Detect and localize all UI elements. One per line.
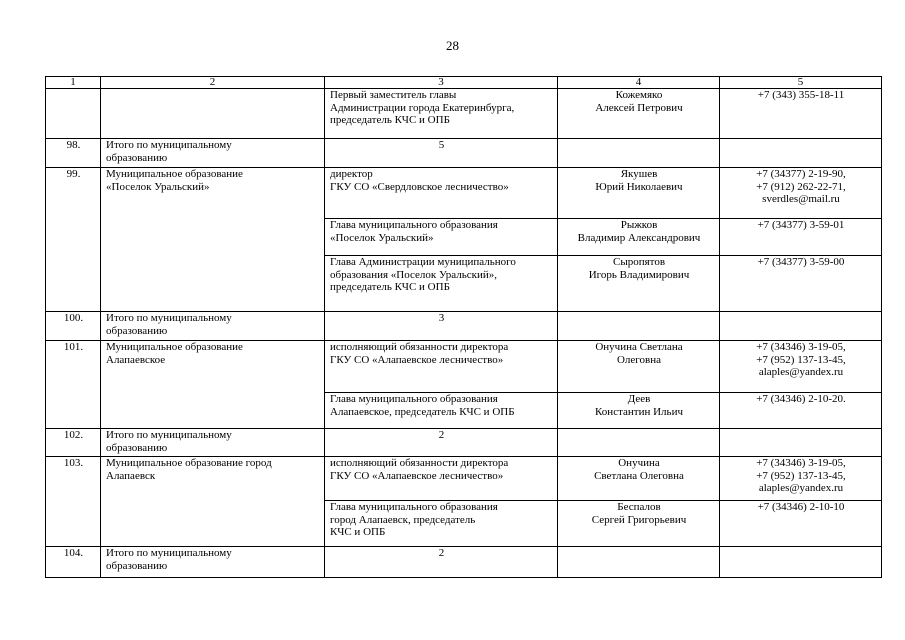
- cell-line: Алапаевское: [106, 353, 166, 366]
- cell-line: Первый заместитель главы: [330, 89, 457, 101]
- phone-cell: [720, 393, 882, 429]
- municipality-cell: [101, 168, 325, 312]
- cell-line: город Алапаевск, председатель: [330, 513, 476, 526]
- cell-line: +7 (34346) 3-19-05,: [756, 457, 846, 469]
- person-name-cell: [558, 256, 720, 312]
- cell-line: «Поселок Уральский»: [106, 180, 210, 193]
- cell-line: Алапаевск: [106, 469, 156, 482]
- table-row: [46, 457, 882, 501]
- position-cell: [325, 393, 558, 429]
- header-cell: 1: [46, 77, 101, 89]
- table-row: [46, 547, 882, 578]
- person-name-cell: [558, 457, 720, 501]
- cell-line: sverdles@mail.ru: [762, 193, 840, 205]
- cell-line: Итого по муниципальному: [106, 312, 232, 324]
- cell-line: Юрий Николаевич: [595, 180, 683, 193]
- person-name-cell: [558, 89, 720, 139]
- municipality-cell: [101, 457, 325, 547]
- person-name-cell: [558, 501, 720, 547]
- cell-line: образованию: [106, 441, 168, 454]
- phone-cell: [720, 312, 882, 341]
- cell-line: Глава муниципального образования: [330, 501, 498, 513]
- cell-line: Деев: [627, 393, 651, 405]
- person-name-cell: [558, 393, 720, 429]
- cell-line: +7 (34346) 2-10-10: [757, 501, 845, 513]
- cell-line: +7 (343) 355-18-11: [757, 89, 845, 101]
- cell-line: исполняющий обязанности директора: [330, 341, 509, 353]
- row-number-cell: 104.: [46, 547, 101, 578]
- cell-line: +7 (34346) 2-10-20.: [756, 393, 846, 405]
- position-cell: [325, 457, 558, 501]
- cell-line: КЧС и ОПБ: [330, 526, 386, 538]
- position-cell: 2: [325, 429, 558, 457]
- phone-cell: [720, 341, 882, 393]
- cell-line: «Поселок Уральский»: [330, 231, 434, 244]
- cell-line: Администрации города Екатеринбурга,: [330, 101, 515, 114]
- person-name-cell: [558, 139, 720, 168]
- page-number: 28: [446, 38, 459, 53]
- position-cell: 3: [325, 312, 558, 341]
- phone-cell: [720, 219, 882, 256]
- cell-line: директор: [330, 168, 373, 180]
- cell-line: alaples@yandex.ru: [758, 366, 844, 378]
- cell-line: образования «Поселок Уральский»,: [330, 268, 498, 281]
- person-name-cell: [558, 547, 720, 578]
- phone-cell: [720, 89, 882, 139]
- cell-line: +7 (34377) 3-59-01: [757, 219, 845, 231]
- cell-line: ГКУ СО «Свердловское лесничество»: [330, 180, 509, 193]
- cell-line: +7 (952) 137-13-45,: [756, 353, 846, 366]
- phone-cell: [720, 139, 882, 168]
- cell-line: образованию: [106, 559, 168, 572]
- row-number-cell: 101.: [46, 341, 101, 429]
- position-cell: 2: [325, 547, 558, 578]
- cell-line: +7 (34377) 3-59-00: [757, 256, 845, 268]
- municipality-cell: [101, 89, 325, 139]
- cell-line: Игорь Владимирович: [588, 268, 690, 281]
- cell-line: Итого по муниципальному: [106, 139, 232, 151]
- cell-line: +7 (34377) 2-19-90,: [756, 168, 846, 180]
- phone-cell: [720, 429, 882, 457]
- row-number-cell: 99.: [46, 168, 101, 312]
- cell-line: Кожемяко: [615, 89, 663, 101]
- position-cell: [325, 256, 558, 312]
- cell-line: Глава муниципального образования: [330, 393, 498, 405]
- table-row: [46, 429, 882, 457]
- cell-line: Владимир Александрович: [577, 231, 701, 244]
- cell-line: председатель КЧС и ОПБ: [330, 281, 450, 293]
- cell-line: исполняющий обязанности директора: [330, 457, 509, 469]
- table-row: [46, 341, 882, 393]
- cell-line: Алапаевское, председатель КЧС и ОПБ: [330, 405, 515, 418]
- cell-line: Глава Администрации муниципального: [330, 256, 516, 268]
- cell-line: Константин Ильич: [595, 405, 683, 418]
- person-name-cell: [558, 312, 720, 341]
- header-cell: 5: [720, 77, 882, 89]
- table-row: [46, 139, 882, 168]
- municipality-cell: [101, 312, 325, 341]
- position-cell: [325, 501, 558, 547]
- row-number-cell: 103.: [46, 457, 101, 547]
- cell-line: alaples@yandex.ru: [758, 482, 844, 494]
- cell-line: +7 (34346) 3-19-05,: [756, 341, 846, 353]
- cell-line: Муниципальное образование город: [106, 457, 272, 469]
- person-name-cell: [558, 168, 720, 219]
- phone-cell: [720, 256, 882, 312]
- cell-line: Светлана Олеговна: [594, 469, 684, 482]
- municipality-cell: [101, 547, 325, 578]
- municipality-cell: [101, 429, 325, 457]
- phone-cell: [720, 168, 882, 219]
- cell-line: Онучина: [618, 457, 660, 469]
- cell-line: Муниципальное образование: [106, 341, 243, 353]
- cell-line: Итого по муниципальному: [106, 547, 232, 559]
- cell-line: +7 (952) 137-13-45,: [756, 469, 846, 482]
- cell-line: Якушев: [620, 168, 658, 180]
- contacts-table: [45, 76, 882, 578]
- row-number-cell: 102.: [46, 429, 101, 457]
- cell-line: ГКУ СО «Алапаевское лесничество»: [330, 353, 504, 366]
- table-row: [46, 89, 882, 139]
- position-cell: 5: [325, 139, 558, 168]
- cell-line: Муниципальное образование: [106, 168, 243, 180]
- phone-cell: [720, 501, 882, 547]
- phone-cell: [720, 547, 882, 578]
- person-name-cell: [558, 429, 720, 457]
- position-cell: [325, 219, 558, 256]
- header-row: [46, 77, 882, 89]
- cell-line: Глава муниципального образования: [330, 219, 498, 231]
- header-cell: 2: [101, 77, 325, 89]
- municipality-cell: [101, 139, 325, 168]
- cell-line: образованию: [106, 151, 168, 164]
- header-cell: 3: [325, 77, 558, 89]
- cell-line: образованию: [106, 324, 168, 337]
- cell-line: Онучина Светлана: [595, 341, 683, 353]
- cell-line: Итого по муниципальному: [106, 429, 232, 441]
- position-cell: [325, 89, 558, 139]
- cell-line: Олеговна: [616, 353, 662, 366]
- cell-line: председатель КЧС и ОПБ: [330, 114, 450, 126]
- cell-line: Алексей Петрович: [595, 101, 683, 114]
- phone-cell: [720, 457, 882, 501]
- person-name-cell: [558, 219, 720, 256]
- position-cell: [325, 168, 558, 219]
- cell-line: +7 (912) 262-22-71,: [756, 180, 846, 193]
- table-row: [46, 312, 882, 341]
- header-cell: 4: [558, 77, 720, 89]
- row-number-cell: [46, 89, 101, 139]
- cell-line: ГКУ СО «Алапаевское лесничество»: [330, 469, 504, 482]
- cell-line: Рыжков: [620, 219, 658, 231]
- table-row: [46, 168, 882, 219]
- row-number-cell: 100.: [46, 312, 101, 341]
- row-number-cell: 98.: [46, 139, 101, 168]
- cell-line: Сергей Григорьевич: [591, 513, 687, 526]
- person-name-cell: [558, 341, 720, 393]
- cell-line: Сыропятов: [612, 256, 666, 268]
- cell-line: Беспалов: [617, 501, 661, 513]
- position-cell: [325, 341, 558, 393]
- municipality-cell: [101, 341, 325, 429]
